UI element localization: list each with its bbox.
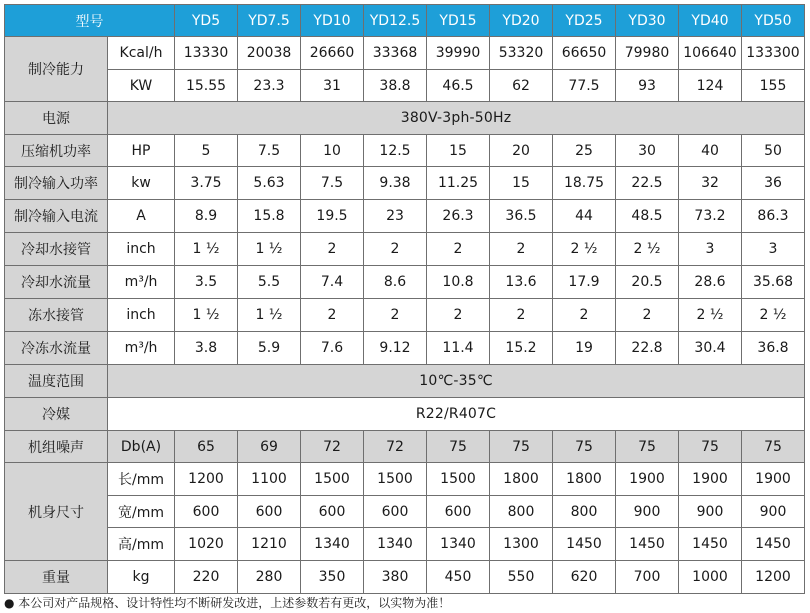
value-cell: 133300 bbox=[742, 37, 805, 70]
value-cell: 1500 bbox=[427, 463, 490, 496]
value-cell: 2 bbox=[427, 233, 490, 266]
value-cell: 900 bbox=[742, 496, 805, 528]
value-cell: 11.25 bbox=[427, 167, 490, 200]
value-cell: 1900 bbox=[742, 463, 805, 496]
value-cell: 620 bbox=[553, 561, 616, 594]
value-cell: 106640 bbox=[679, 37, 742, 70]
value-cell: 600 bbox=[238, 496, 301, 528]
unit-cell: KW bbox=[108, 70, 175, 102]
value-cell: 26.3 bbox=[427, 200, 490, 233]
value-cell: 1340 bbox=[301, 528, 364, 561]
value-cell: 19.5 bbox=[301, 200, 364, 233]
value-cell: 1 ½ bbox=[238, 299, 301, 332]
value-cell: 36 bbox=[742, 167, 805, 200]
value-cell: 31 bbox=[301, 70, 364, 102]
value-cell: 20 bbox=[490, 135, 553, 167]
value-cell: 15.55 bbox=[175, 70, 238, 102]
value-cell: 1300 bbox=[490, 528, 553, 561]
row-label-power: 电源 bbox=[5, 102, 108, 135]
value-cell: 800 bbox=[553, 496, 616, 528]
value-cell: 1450 bbox=[553, 528, 616, 561]
value-cell: 9.38 bbox=[364, 167, 427, 200]
value-cell: 600 bbox=[301, 496, 364, 528]
unit-cell: kw bbox=[108, 167, 175, 200]
value-cell: 2 ½ bbox=[679, 299, 742, 332]
value-cell: 22.5 bbox=[616, 167, 679, 200]
row-label-refrigerant: 冷媒 bbox=[5, 398, 108, 431]
value-cell: 1340 bbox=[427, 528, 490, 561]
value-cell: 380 bbox=[364, 561, 427, 594]
model-header-label: 型号 bbox=[5, 5, 175, 37]
unit-cell: inch bbox=[108, 299, 175, 332]
value-cell: 2 bbox=[490, 233, 553, 266]
value-cell: 1900 bbox=[616, 463, 679, 496]
power-value: 380V-3ph-50Hz bbox=[108, 102, 805, 135]
value-cell: 10 bbox=[301, 135, 364, 167]
unit-cell: m³/h bbox=[108, 332, 175, 365]
value-cell: 1 ½ bbox=[175, 299, 238, 332]
row-label-cooling: 制冷能力 bbox=[5, 37, 108, 102]
value-cell: 38.8 bbox=[364, 70, 427, 102]
value-cell: 550 bbox=[490, 561, 553, 594]
value-cell: 600 bbox=[427, 496, 490, 528]
table-row bbox=[5, 167, 805, 200]
value-cell: 280 bbox=[238, 561, 301, 594]
value-cell: 20.5 bbox=[616, 266, 679, 299]
value-cell: 1450 bbox=[616, 528, 679, 561]
value-cell: 1800 bbox=[553, 463, 616, 496]
table-row bbox=[5, 398, 805, 431]
model-header-cell: YD40 bbox=[679, 5, 742, 37]
value-cell: 13.6 bbox=[490, 266, 553, 299]
unit-cell: 高/mm bbox=[108, 528, 175, 561]
row-label: 制冷输入功率 bbox=[5, 167, 108, 200]
value-cell: 1020 bbox=[175, 528, 238, 561]
row-label: 冻水接管 bbox=[5, 299, 108, 332]
table-row bbox=[5, 70, 805, 102]
value-cell: 17.9 bbox=[553, 266, 616, 299]
value-cell: 1450 bbox=[742, 528, 805, 561]
value-cell: 1 ½ bbox=[175, 233, 238, 266]
model-header-cell: YD30 bbox=[616, 5, 679, 37]
value-cell: 1 ½ bbox=[238, 233, 301, 266]
value-cell: 7.5 bbox=[238, 135, 301, 167]
value-cell: 69 bbox=[238, 431, 301, 463]
value-cell: 2 bbox=[301, 299, 364, 332]
value-cell: 1500 bbox=[364, 463, 427, 496]
value-cell: 10.8 bbox=[427, 266, 490, 299]
row-label-noise: 机组噪声 bbox=[5, 431, 108, 463]
table-row bbox=[5, 299, 805, 332]
value-cell: 600 bbox=[175, 496, 238, 528]
row-label: 制冷输入电流 bbox=[5, 200, 108, 233]
value-cell: 1900 bbox=[679, 463, 742, 496]
model-header-cell: YD15 bbox=[427, 5, 490, 37]
value-cell: 900 bbox=[616, 496, 679, 528]
value-cell: 39990 bbox=[427, 37, 490, 70]
value-cell: 75 bbox=[490, 431, 553, 463]
value-cell: 48.5 bbox=[616, 200, 679, 233]
value-cell: 124 bbox=[679, 70, 742, 102]
value-cell: 1340 bbox=[364, 528, 427, 561]
value-cell: 2 bbox=[616, 299, 679, 332]
value-cell: 1450 bbox=[679, 528, 742, 561]
value-cell: 600 bbox=[364, 496, 427, 528]
value-cell: 46.5 bbox=[427, 70, 490, 102]
table-row bbox=[5, 463, 805, 496]
unit-cell: Kcal/h bbox=[108, 37, 175, 70]
model-header-cell: YD25 bbox=[553, 5, 616, 37]
table-row bbox=[5, 365, 805, 398]
unit-cell: 宽/mm bbox=[108, 496, 175, 528]
value-cell: 2 bbox=[553, 299, 616, 332]
row-label-temperature: 温度范围 bbox=[5, 365, 108, 398]
table-row bbox=[5, 37, 805, 70]
temperature-value: 10℃-35℃ bbox=[108, 365, 805, 398]
value-cell: 75 bbox=[427, 431, 490, 463]
row-label-weight: 重量 bbox=[5, 561, 108, 594]
value-cell: 66650 bbox=[553, 37, 616, 70]
value-cell: 50 bbox=[742, 135, 805, 167]
value-cell: 8.6 bbox=[364, 266, 427, 299]
row-label-dimensions: 机身尺寸 bbox=[5, 463, 108, 561]
table-row bbox=[5, 200, 805, 233]
row-label: 冷冻水流量 bbox=[5, 332, 108, 365]
value-cell: 1000 bbox=[679, 561, 742, 594]
value-cell: 23.3 bbox=[238, 70, 301, 102]
value-cell: 79980 bbox=[616, 37, 679, 70]
model-header-cell: YD5 bbox=[175, 5, 238, 37]
value-cell: 9.12 bbox=[364, 332, 427, 365]
value-cell: 900 bbox=[679, 496, 742, 528]
model-header-cell: YD20 bbox=[490, 5, 553, 37]
table-row bbox=[5, 561, 805, 594]
table-row bbox=[5, 266, 805, 299]
unit-cell: HP bbox=[108, 135, 175, 167]
table-row bbox=[5, 528, 805, 561]
value-cell: 33368 bbox=[364, 37, 427, 70]
value-cell: 450 bbox=[427, 561, 490, 594]
table-row bbox=[5, 135, 805, 167]
unit-cell: A bbox=[108, 200, 175, 233]
value-cell: 35.68 bbox=[742, 266, 805, 299]
value-cell: 1100 bbox=[238, 463, 301, 496]
value-cell: 77.5 bbox=[553, 70, 616, 102]
value-cell: 7.6 bbox=[301, 332, 364, 365]
value-cell: 75 bbox=[616, 431, 679, 463]
value-cell: 1800 bbox=[490, 463, 553, 496]
value-cell: 36.5 bbox=[490, 200, 553, 233]
value-cell: 86.3 bbox=[742, 200, 805, 233]
table-row bbox=[5, 102, 805, 135]
value-cell: 2 bbox=[427, 299, 490, 332]
value-cell: 12.5 bbox=[364, 135, 427, 167]
value-cell: 5 bbox=[175, 135, 238, 167]
value-cell: 11.4 bbox=[427, 332, 490, 365]
value-cell: 75 bbox=[679, 431, 742, 463]
value-cell: 22.8 bbox=[616, 332, 679, 365]
value-cell: 2 bbox=[301, 233, 364, 266]
value-cell: 220 bbox=[175, 561, 238, 594]
value-cell: 15 bbox=[427, 135, 490, 167]
value-cell: 800 bbox=[490, 496, 553, 528]
value-cell: 75 bbox=[553, 431, 616, 463]
table-row bbox=[5, 233, 805, 266]
footnote: ● 本公司对产品规格、设计特性均不断研发改进，上述参数若有更改，以实物为准！ bbox=[4, 596, 451, 610]
spec-table bbox=[4, 4, 805, 594]
value-cell: 5.5 bbox=[238, 266, 301, 299]
table-row bbox=[5, 332, 805, 365]
model-header-cell: YD12.5 bbox=[364, 5, 427, 37]
value-cell: 2 bbox=[490, 299, 553, 332]
unit-cell: 长/mm bbox=[108, 463, 175, 496]
value-cell: 26660 bbox=[301, 37, 364, 70]
value-cell: 1200 bbox=[175, 463, 238, 496]
value-cell: 73.2 bbox=[679, 200, 742, 233]
model-header-cell: YD50 bbox=[742, 5, 805, 37]
row-label: 冷却水流量 bbox=[5, 266, 108, 299]
value-cell: 8.9 bbox=[175, 200, 238, 233]
value-cell: 75 bbox=[742, 431, 805, 463]
value-cell: 32 bbox=[679, 167, 742, 200]
value-cell: 44 bbox=[553, 200, 616, 233]
value-cell: 15.8 bbox=[238, 200, 301, 233]
value-cell: 2 ½ bbox=[553, 233, 616, 266]
value-cell: 3 bbox=[742, 233, 805, 266]
value-cell: 5.63 bbox=[238, 167, 301, 200]
value-cell: 2 ½ bbox=[616, 233, 679, 266]
value-cell: 20038 bbox=[238, 37, 301, 70]
value-cell: 18.75 bbox=[553, 167, 616, 200]
value-cell: 2 ½ bbox=[742, 299, 805, 332]
row-label: 冷却水接管 bbox=[5, 233, 108, 266]
value-cell: 28.6 bbox=[679, 266, 742, 299]
value-cell: 1500 bbox=[301, 463, 364, 496]
value-cell: 15 bbox=[490, 167, 553, 200]
value-cell: 19 bbox=[553, 332, 616, 365]
value-cell: 3 bbox=[679, 233, 742, 266]
refrigerant-value: R22/R407C bbox=[108, 398, 805, 431]
value-cell: 23 bbox=[364, 200, 427, 233]
value-cell: 65 bbox=[175, 431, 238, 463]
value-cell: 2 bbox=[364, 233, 427, 266]
header-row bbox=[5, 5, 805, 37]
model-header-cell: YD7.5 bbox=[238, 5, 301, 37]
value-cell: 72 bbox=[301, 431, 364, 463]
value-cell: 30.4 bbox=[679, 332, 742, 365]
value-cell: 25 bbox=[553, 135, 616, 167]
unit-cell: m³/h bbox=[108, 266, 175, 299]
value-cell: 40 bbox=[679, 135, 742, 167]
value-cell: 700 bbox=[616, 561, 679, 594]
model-header-cell: YD10 bbox=[301, 5, 364, 37]
table-row bbox=[5, 496, 805, 528]
table-row bbox=[5, 431, 805, 463]
value-cell: 72 bbox=[364, 431, 427, 463]
value-cell: 5.9 bbox=[238, 332, 301, 365]
value-cell: 13330 bbox=[175, 37, 238, 70]
unit-cell: inch bbox=[108, 233, 175, 266]
value-cell: 3.5 bbox=[175, 266, 238, 299]
row-label: 压缩机功率 bbox=[5, 135, 108, 167]
value-cell: 30 bbox=[616, 135, 679, 167]
value-cell: 7.4 bbox=[301, 266, 364, 299]
value-cell: 7.5 bbox=[301, 167, 364, 200]
value-cell: 15.2 bbox=[490, 332, 553, 365]
value-cell: 3.8 bbox=[175, 332, 238, 365]
value-cell: 62 bbox=[490, 70, 553, 102]
unit-cell: kg bbox=[108, 561, 175, 594]
value-cell: 93 bbox=[616, 70, 679, 102]
unit-cell: Db(A) bbox=[108, 431, 175, 463]
value-cell: 1200 bbox=[742, 561, 805, 594]
value-cell: 155 bbox=[742, 70, 805, 102]
value-cell: 1210 bbox=[238, 528, 301, 561]
value-cell: 36.8 bbox=[742, 332, 805, 365]
value-cell: 53320 bbox=[490, 37, 553, 70]
value-cell: 3.75 bbox=[175, 167, 238, 200]
value-cell: 350 bbox=[301, 561, 364, 594]
value-cell: 2 bbox=[364, 299, 427, 332]
